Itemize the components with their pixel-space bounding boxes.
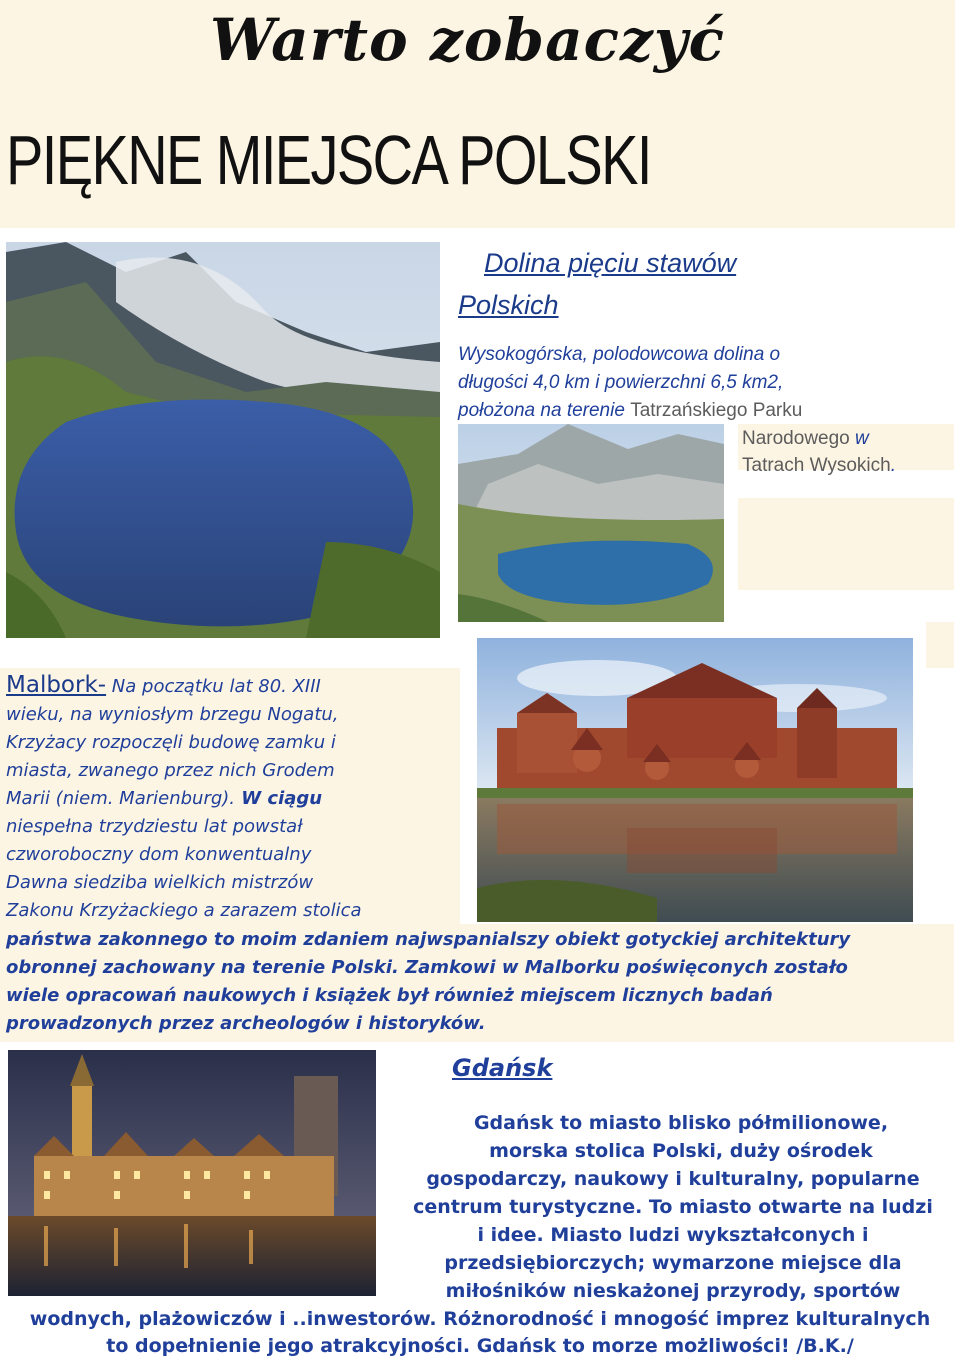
malbork-text-line: wieku, na wyniosłym brzegu Nogatu, <box>6 704 339 725</box>
gdansk-text-line: gospodarczy, naukowy i kulturalny, popularne <box>426 1168 920 1190</box>
malbork-text-line: państwa zakonnego to moim zdaniem najwspanialszy obiekt gotyckiej architektury <box>6 929 851 950</box>
gdansk-text-line: wodnych, plażowiczów i ..inwestorów. Różnorodność i mnogość imprez kulturalnych <box>29 1308 931 1330</box>
valley-text-line <box>742 452 896 480</box>
valley-heading-line2: Polskich <box>458 290 559 320</box>
valley-text-line: długości 4,0 km i powierzchni 6,5 km2, <box>458 372 784 393</box>
valley-text-part: . <box>890 455 896 476</box>
main-title: PIĘKNE MIEJSCA POLSKI <box>6 121 651 199</box>
cream-block <box>738 498 954 590</box>
malbork-text-line <box>6 785 322 813</box>
gdansk-text-line: Gdańsk to miasto blisko półmilionowe, <box>473 1112 889 1134</box>
valley-text-part: Tatrzańskiego Parku <box>630 400 803 421</box>
gdansk-text-line: centrum turystyczne. To miasto otwarte na ludzi <box>413 1196 933 1218</box>
malbork-text-line: miasta, zwanego przez nich Grodem <box>6 760 335 781</box>
malbork-text-part: Na początku lat 80. XIII <box>106 676 321 697</box>
gdansk-text-line: morska stolica Polski, duży ośrodek <box>489 1140 873 1162</box>
valley-text-part: Tatrach Wysokich <box>742 455 891 476</box>
valley-text-part: Narodowego <box>742 428 850 449</box>
malbork-text-line: obronnej zachowany na terenie Polski. Zamkowi w Malborku poświęconych zostało <box>6 957 848 978</box>
malbork-text-part: Marii (niem. Marienburg). <box>6 788 236 809</box>
valley-lake-photo <box>6 242 440 638</box>
malbork-text-part: W ciągu <box>235 788 323 809</box>
malbork-text-line: niespełna trzydziestu lat powstał <box>6 816 303 837</box>
valley-text-part: w <box>849 428 869 449</box>
malbork-castle-photo <box>477 638 913 922</box>
valley-text-line <box>742 425 869 453</box>
valley-heading-line1: Dolina pięciu stawów <box>484 248 737 278</box>
gdansk-text-line: przedsiębiorczych; wymarzone miejsce dla <box>444 1252 902 1274</box>
gdansk-text-line: miłośników nieskażonej przyrody, sportów <box>445 1280 901 1302</box>
gdansk-night-photo <box>4 1046 380 1300</box>
malbork-title: Malbork- <box>6 672 107 698</box>
valley-text-part: położona na terenie <box>458 400 631 421</box>
malbork-text-line: Krzyżacy rozpoczęli budowę zamku i <box>6 732 336 753</box>
valley-text-line: Wysokogórska, polodowcowa dolina o <box>458 344 781 365</box>
valley-secondary-photo <box>458 424 724 622</box>
gdansk-text-line: i idee. Miasto ludzi wykształconych i <box>477 1224 869 1246</box>
malbork-text-line: Dawna siedziba wielkich mistrzów <box>6 872 314 893</box>
malbork-text-line: wiele opracowań naukowych i książek był również miejscem licznych badań <box>6 985 773 1006</box>
gdansk-text-line: to dopełnienie jego atrakcyjności. Gdańsk to morze możliwości! /B.K./ <box>106 1335 854 1357</box>
valley-heading <box>458 242 858 326</box>
gdansk-heading: Gdańsk <box>452 1054 553 1082</box>
valley-text-line <box>458 397 802 425</box>
cream-block <box>926 622 954 668</box>
malbork-text-line: prowadzonych przez archeologów i historyków. <box>6 1013 486 1034</box>
script-title: Warto zobaczyć <box>210 6 725 74</box>
malbork-text-line <box>6 671 321 701</box>
malbork-text-line: czworoboczny dom konwentualny <box>6 844 312 865</box>
malbork-text-line: Zakonu Krzyżackiego a zarazem stolica <box>6 900 362 921</box>
